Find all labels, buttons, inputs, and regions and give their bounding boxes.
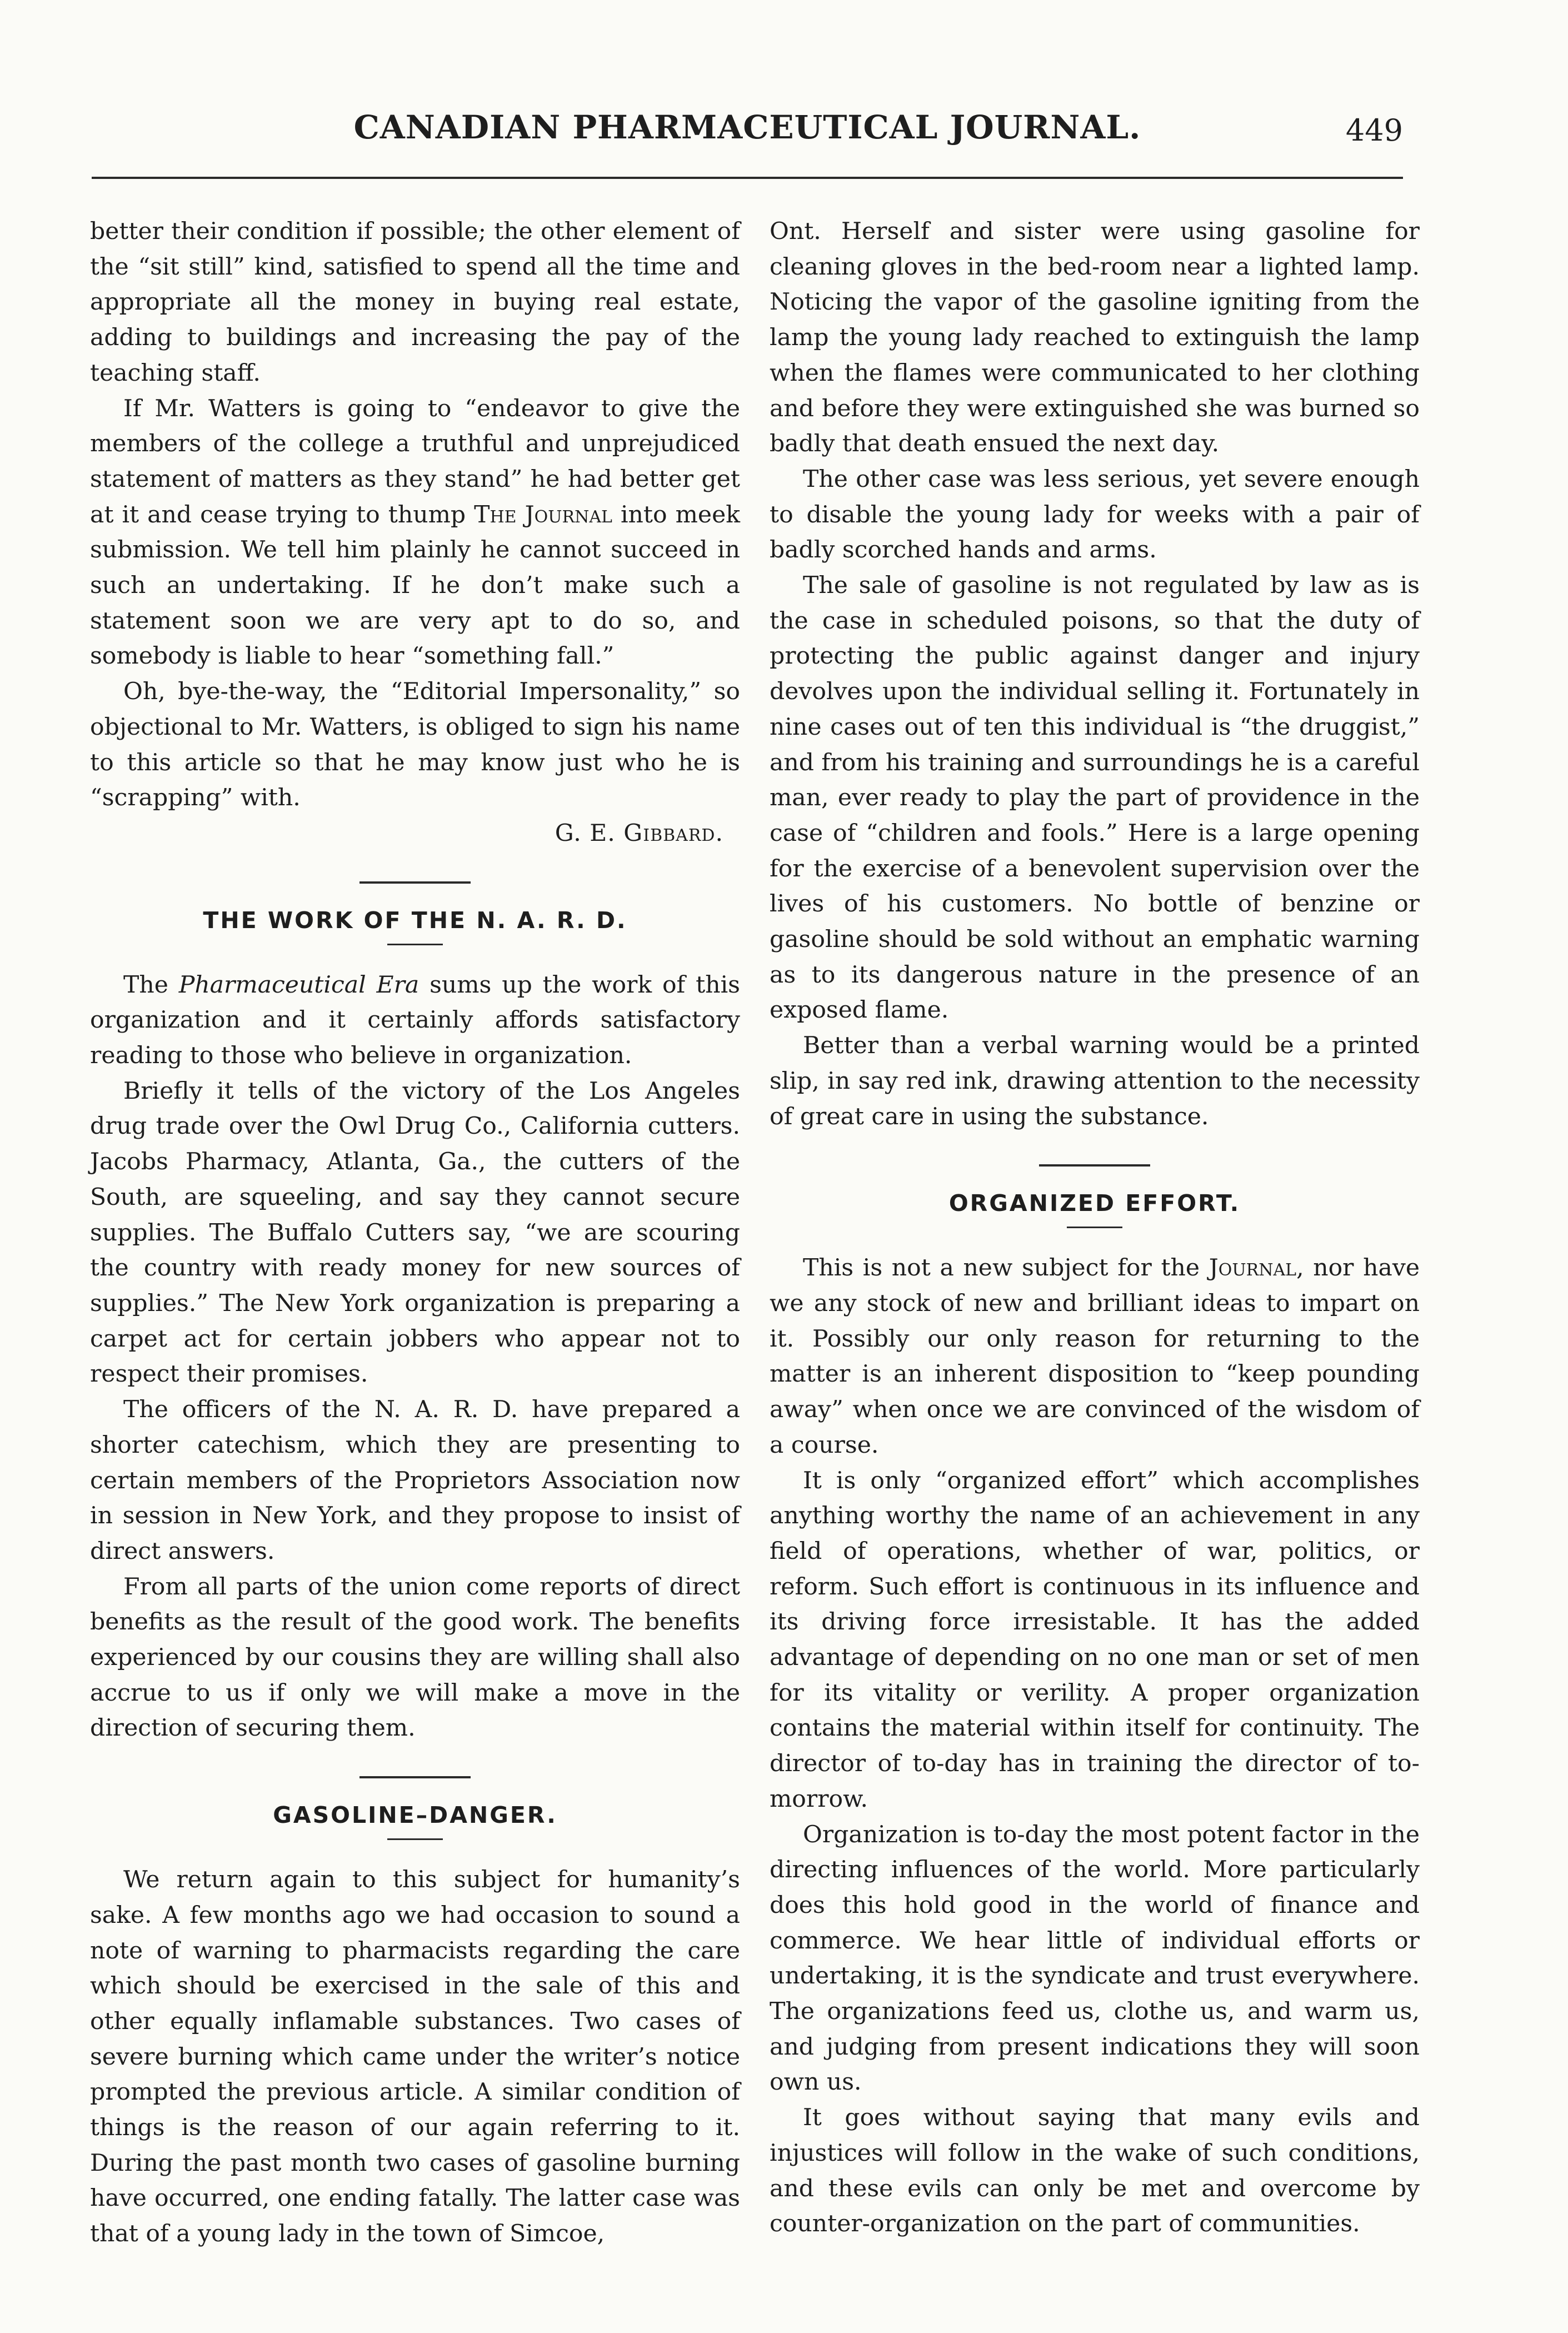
section-heading-nard: THE WORK OF THE N. A. R. D. — [203, 906, 627, 934]
paragraph: Oh, bye-the-way, the “Editorial Impersonality,” so objectional to Mr. Watters, is obliged to sign his name to this article so that he may know just who he is “scrapping” with. — [90, 678, 740, 812]
paragraph: Ont. Herself and sister were using gasoline for cleaning gloves in the bed-room near a lighted lamp. Noticing the vapor of the gasoline igniting from the lamp the young lady reached to extinguish the lamp when the flames were communicated to her clothing and before they were extinguished she was burned so badly that death ensued the next day. — [770, 218, 1420, 458]
paragraph: Organization is to-day the most potent factor in the directing influences of the world. More particularly does this hold good in the world of finance and commerce. We hear little of individual efforts or undertaking, it is the syndicate and trust everywhere. The organizations feed us, clothe us, and warm us, and judging from present indications they will soon own us. — [770, 1821, 1420, 2096]
running-head — [92, 108, 1403, 153]
heading-underline — [1067, 1227, 1122, 1228]
author-signature: G. E. Gibbard. — [555, 819, 723, 847]
section-divider — [359, 881, 471, 884]
section-divider — [359, 1776, 471, 1778]
paragraph: This is not a new subject for the Journal, nor have we any stock of new and brilliant ideas to impart on it. Possibly our only reason for returning to the matter is an inherent disposition to “keep pounding away” when once we are convinced of the wisdom of a course. — [770, 1254, 1420, 1459]
journal-title: CANADIAN PHARMACEUTICAL JOURNAL. — [353, 108, 1141, 146]
paragraph: better their condition if possible; the other element of the “sit still” kind, satisfied to spend all the time and appropriate all the money in buying real estate, adding to buildings and increasing the pay of the teaching staff. — [90, 218, 740, 387]
header-rule — [92, 177, 1403, 179]
journal-name: Journal — [1209, 1254, 1297, 1282]
section-heading-organized-effort: ORGANIZED EFFORT. — [948, 1190, 1241, 1217]
paragraph: Briefly it tells of the victory of the Los Angeles drug trade over the Owl Drug Co., California cutters. Jacobs Pharmacy, Atlanta, Ga., the cutters of the South, are squeeling, and say they cannot secure supplies. The Buffalo Cutters say, “we are scouring the country with ready money for new sources of supplies.” The New York organization is preparing a carpet act for certain jobbers who appear not to respect their promises. — [90, 1077, 740, 1388]
paragraph: It goes without saying that many evils and injustices will follow in the wake of such conditions, and these evils can only be met and overcome by counter-organization on the part of communities. — [770, 2104, 1420, 2238]
section-heading-gasoline: GASOLINE–DANGER. — [273, 1802, 557, 1829]
paragraph: The Pharmaceutical Era sums up the work of this organization and it certainly affords satisfactory reading to those who believe in organization. — [90, 971, 740, 1070]
paragraph: It is only “organized effort” which accomplishes anything worthy the name of an achievement in any field of operations, whether of war, politics, or reform. Such effort is continuous in its influence and its driving force irresistable. It has the added advantage of depending on no one man or set of men for its vitality or verility. A proper organization contains the material within itself for continuity. The director of to-day has in training the director of to-morrow. — [770, 1467, 1420, 1813]
paragraph: Better than a verbal warning would be a printed slip, in say red ink, drawing attention to the necessity of great care in using the substance. — [770, 1032, 1420, 1130]
paragraph: If Mr. Watters is going to “endeavor to give the members of the college a truthful and unprejudiced statement of matters as they stand” he had better get at it and cease trying to thump The Journal into meek submission. We tell him plainly he cannot succeed in such an undertaking. If he don’t make such a statement soon we are very apt to do so, and somebody is liable to hear “something fall.” — [90, 395, 740, 670]
heading-underline — [387, 944, 443, 945]
heading-underline — [387, 1838, 443, 1840]
section-divider — [1039, 1164, 1150, 1166]
publication-name: Pharmaceutical Era — [178, 971, 420, 999]
journal-name: The Journal — [474, 501, 612, 529]
page-number: 449 — [1345, 113, 1403, 148]
paragraph: The sale of gasoline is not regulated by law as is the case in scheduled poisons, so that the duty of protecting the public against danger and injury devolves upon the individual selling it. Fortunately in nine cases out of ten this individual is “the druggist,” and from his training and surroundings he is a careful man, ever ready to play the part of providence in the case of “children and fools.” Here is a large opening for the exercise of a benevolent supervision over the lives of his customers. No bottle of benzine or gasoline should be sold without an emphatic warning as to its dangerous nature in the presence of an exposed flame. — [770, 572, 1420, 1024]
paragraph: The officers of the N. A. R. D. have prepared a shorter catechism, which they are presenting to certain members of the Proprietors Association now in session in New York, and they propose to insist of direct answers. — [90, 1396, 740, 1565]
right-column — [770, 214, 1420, 2270]
paragraph: From all parts of the union come reports of direct benefits as the result of the good work. The benefits experienced by our cousins they are willing shall also accrue to us if only we will make a move in the direction of securing them. — [90, 1573, 740, 1742]
left-column — [90, 214, 740, 2270]
paragraph: The other case was less serious, yet severe enough to disable the young lady for weeks with a pair of badly scorched hands and arms. — [770, 465, 1420, 564]
paragraph: We return again to this subject for humanity’s sake. A few months ago we had occasion to sound a note of warning to pharmacists regarding the care which should be exercised in the sale of this and other equally inflamable substances. Two cases of severe burning which came under the writer’s notice prompted the previous article. A similar condition of things is the reason of our again referring to it. During the past month two cases of gasoline burning have occurred, one ending fatally. The latter case was that of a young lady in the town of Simcoe, — [90, 1866, 740, 2248]
